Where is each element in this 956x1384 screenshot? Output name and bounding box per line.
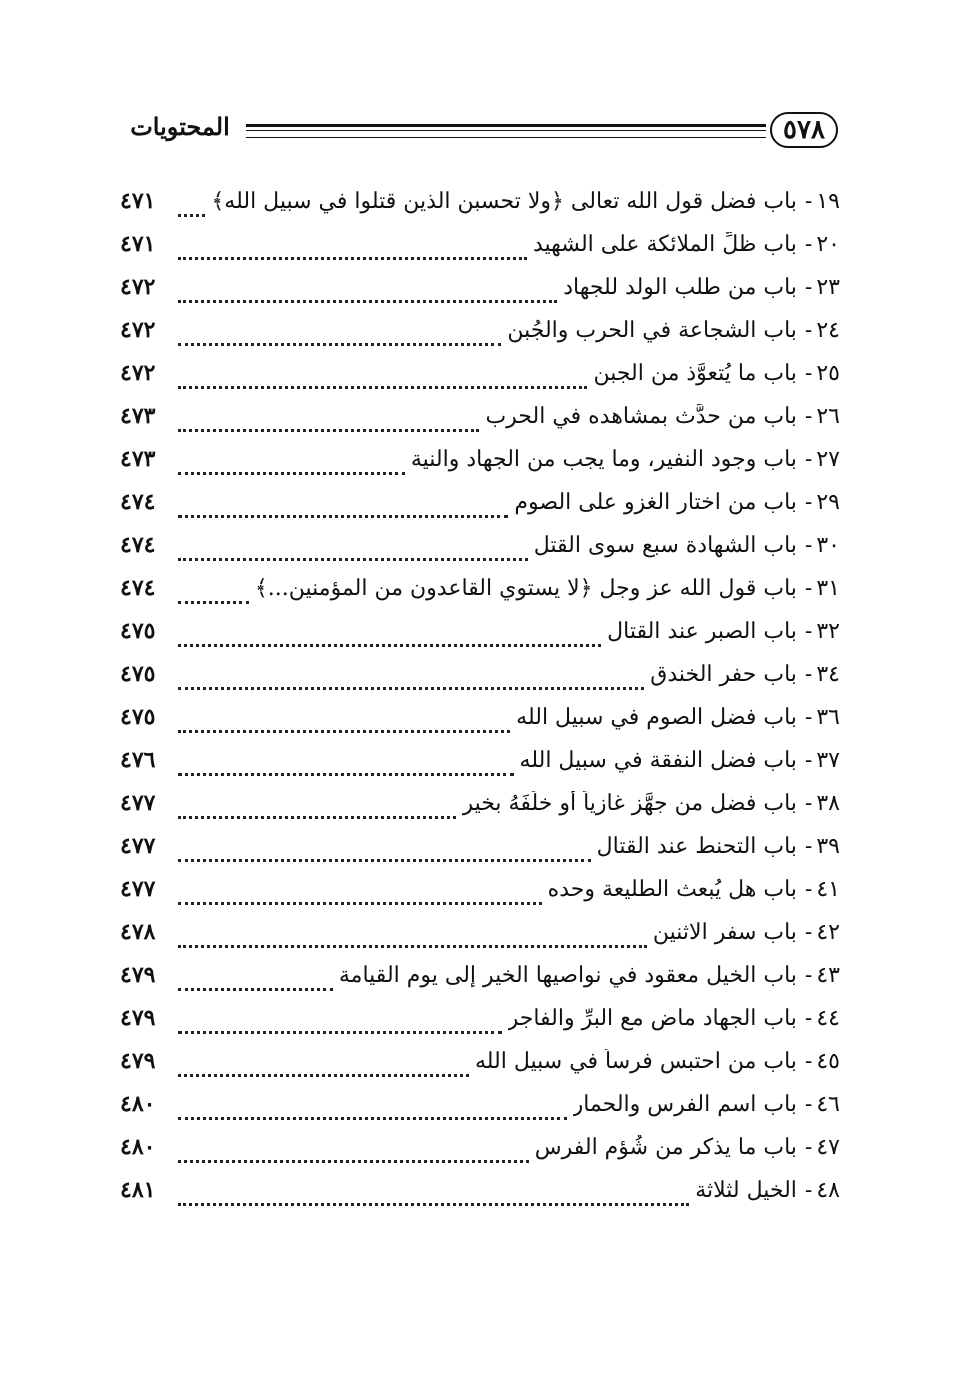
- entry-title: باب الجهاد ماضٍ مع البرِّ والفاجر: [507, 1006, 797, 1031]
- entry-number: ٢٠: [816, 232, 840, 257]
- entry-dash: -: [804, 834, 813, 859]
- dot-leader: [178, 859, 591, 862]
- entry-page: ٤٧٧: [120, 790, 156, 816]
- dot-leader: [178, 1031, 502, 1034]
- dot-leader: [178, 558, 528, 561]
- dot-leader: [178, 472, 405, 475]
- toc-entry[interactable]: [120, 274, 840, 317]
- table-of-contents: [120, 188, 840, 1220]
- entry-page: ٤٧٧: [120, 876, 156, 902]
- entry-dash: -: [804, 275, 813, 300]
- toc-entry[interactable]: [120, 317, 840, 360]
- dot-leader: [178, 257, 527, 260]
- entry-title: باب فضل من جهَّز غازياً أو خلَفَهُ بخير: [462, 791, 797, 816]
- entry-title: الخيل لثلاثة: [695, 1178, 797, 1203]
- toc-entry[interactable]: [120, 1134, 840, 1177]
- dot-leader: [178, 343, 501, 346]
- entry-page: ٤٧٥: [120, 618, 156, 644]
- toc-entry[interactable]: [120, 833, 840, 876]
- dot-leader: [178, 386, 587, 389]
- entry-page: ٤٧٩: [120, 1005, 156, 1031]
- entry-dash: -: [804, 705, 813, 730]
- dot-leader: [178, 1160, 529, 1163]
- entry-number: ٢٧: [816, 447, 840, 472]
- entry-dash: -: [804, 533, 813, 558]
- entry-number: ٣٨: [816, 791, 840, 816]
- entry-dash: -: [804, 1049, 813, 1074]
- toc-entry[interactable]: [120, 661, 840, 704]
- entry-title: باب من حدَّث بمشاهده في الحرب: [485, 404, 797, 429]
- toc-entry[interactable]: [120, 790, 840, 833]
- entry-dash: -: [804, 748, 813, 773]
- dot-leader: [178, 1117, 567, 1120]
- entry-number: ٢٩: [816, 490, 840, 515]
- toc-entry[interactable]: [120, 231, 840, 274]
- entry-title: باب الصبر عند القتال: [607, 619, 797, 644]
- entry-page: ٤٧٤: [120, 489, 156, 515]
- entry-number: ٣٢: [816, 619, 840, 644]
- dot-leader: [178, 300, 557, 303]
- toc-entry[interactable]: [120, 532, 840, 575]
- entry-number: ٣٩: [816, 834, 840, 859]
- entry-dash: -: [804, 963, 813, 988]
- entry-page: ٤٧٢: [120, 360, 156, 386]
- entry-number: ٣٠: [816, 533, 840, 558]
- entry-number: ١٩: [816, 189, 840, 214]
- toc-entry[interactable]: [120, 747, 840, 790]
- entry-title: باب سفر الاثنين: [652, 920, 797, 945]
- dot-leader: [178, 730, 510, 733]
- entry-dash: -: [804, 576, 813, 601]
- entry-dash: -: [804, 619, 813, 644]
- entry-number: ٤٣: [816, 963, 840, 988]
- entry-dash: -: [804, 662, 813, 687]
- entry-title: باب اسم الفرس والحمار: [572, 1092, 797, 1117]
- dot-leader: [178, 816, 456, 819]
- entry-title: باب فضل النفقة في سبيل الله: [519, 748, 797, 773]
- entry-page: ٤٧٣: [120, 403, 156, 429]
- entry-title: باب ظلِّ الملائكة على الشهيد: [532, 232, 797, 257]
- dot-leader: [178, 1203, 689, 1206]
- entry-dash: -: [804, 361, 813, 386]
- entry-dash: -: [804, 490, 813, 515]
- entry-title: باب حفر الخندق: [650, 662, 797, 687]
- entry-number: ٢٣: [816, 275, 840, 300]
- entry-number: ٣٤: [816, 662, 840, 687]
- entry-title: باب الشجاعة في الحرب والجُبن: [507, 318, 797, 343]
- entry-page: ٤٧٣: [120, 446, 156, 472]
- entry-number: ٣٧: [816, 748, 840, 773]
- toc-entry[interactable]: [120, 704, 840, 747]
- entry-title: باب من طلب الولد للجهاد: [563, 275, 797, 300]
- entry-title: باب وجود النفير، وما يجب من الجهاد والنية: [410, 447, 797, 472]
- entry-page: ٤٧١: [120, 188, 156, 214]
- entry-number: ٣١: [816, 576, 840, 601]
- entry-page: ٤٧٨: [120, 919, 156, 945]
- page-header: [118, 108, 838, 156]
- dot-leader: [178, 429, 479, 432]
- entry-title: باب التحنط عند القتال: [596, 834, 797, 859]
- entry-dash: -: [804, 404, 813, 429]
- toc-entry[interactable]: [120, 876, 840, 919]
- toc-entry[interactable]: [120, 1091, 840, 1134]
- toc-entry[interactable]: [120, 446, 840, 489]
- entry-number: ٤٦: [816, 1092, 840, 1117]
- toc-entry[interactable]: [120, 188, 840, 231]
- toc-entry[interactable]: [120, 919, 840, 962]
- entry-title: باب فضل الصوم في سبيل الله: [516, 705, 797, 730]
- entry-number: ٣٦: [816, 705, 840, 730]
- entry-dash: -: [804, 1092, 813, 1117]
- entry-number: ٤٢: [816, 920, 840, 945]
- entry-dash: -: [804, 877, 813, 902]
- entry-title: باب فضل قول الله تعالى ﴿ولا تحسبن الذين قتلوا في سبيل الله﴾: [211, 189, 797, 214]
- entry-number: ٤٨: [816, 1178, 840, 1203]
- entry-dash: -: [804, 791, 813, 816]
- entry-title: باب هل يُبعث الطليعة وحده: [547, 877, 797, 902]
- entry-page: ٤٧٢: [120, 317, 156, 343]
- entry-number: ٤٤: [816, 1006, 840, 1031]
- entry-title: باب قول الله عز وجل ﴿لا يستوي القاعدون من المؤمنين...﴾: [254, 576, 797, 601]
- entry-number: ٢٥: [816, 361, 840, 386]
- entry-number: ٢٤: [816, 318, 840, 343]
- entry-dash: -: [804, 318, 813, 343]
- dot-leader: [178, 601, 249, 604]
- dot-leader: [178, 902, 542, 905]
- entry-title: باب من اختار الغزو على الصوم: [514, 490, 797, 515]
- entry-dash: -: [804, 1135, 813, 1160]
- toc-entry[interactable]: [120, 1005, 840, 1048]
- entry-dash: -: [804, 189, 813, 214]
- dot-leader: [178, 1074, 469, 1077]
- dot-leader: [178, 945, 647, 948]
- entry-page: ٤٧٥: [120, 704, 156, 730]
- toc-entry[interactable]: [120, 403, 840, 446]
- dot-leader: [178, 988, 333, 991]
- entry-dash: -: [804, 920, 813, 945]
- entry-title: باب ما يذكر من شُؤم الفرس: [534, 1135, 797, 1160]
- entry-page: ٤٨٠: [120, 1134, 156, 1160]
- dot-leader: [178, 515, 508, 518]
- toc-entry[interactable]: [120, 489, 840, 532]
- toc-entry[interactable]: [120, 360, 840, 403]
- page-number: ٥٧٨: [770, 112, 838, 148]
- entry-number: ٤١: [816, 877, 840, 902]
- entry-number: ٢٦: [816, 404, 840, 429]
- toc-entry[interactable]: [120, 1177, 840, 1220]
- entry-page: ٤٧٩: [120, 1048, 156, 1074]
- toc-entry[interactable]: [120, 575, 840, 618]
- entry-dash: -: [804, 1178, 813, 1203]
- toc-entry[interactable]: [120, 962, 840, 1005]
- dot-leader: [178, 687, 644, 690]
- entry-title: باب الخيل معقود في نواصيها الخير إلى يوم القيامة: [338, 963, 797, 988]
- entry-page: ٤٧٤: [120, 532, 156, 558]
- entry-page: ٤٧٦: [120, 747, 156, 773]
- dot-leader: [178, 214, 205, 217]
- section-title: المحتويات: [130, 112, 230, 141]
- entry-dash: -: [804, 232, 813, 257]
- entry-page: ٤٧١: [120, 231, 156, 257]
- dot-leader: [178, 773, 514, 776]
- entry-title: باب الشهادة سبع سوى القتل: [533, 533, 797, 558]
- entry-title: باب ما يُتعوَّذ من الجبن: [593, 361, 797, 386]
- entry-page: ٤٨١: [120, 1177, 156, 1203]
- entry-page: ٤٧٥: [120, 661, 156, 687]
- entry-page: ٤٧٢: [120, 274, 156, 300]
- entry-page: ٤٧٧: [120, 833, 156, 859]
- entry-page: ٤٧٤: [120, 575, 156, 601]
- entry-dash: -: [804, 1006, 813, 1031]
- entry-number: ٤٧: [816, 1135, 840, 1160]
- dot-leader: [178, 644, 601, 647]
- entry-title: باب من احتبس فرساً في سبيل الله: [474, 1049, 797, 1074]
- toc-entry[interactable]: [120, 1048, 840, 1091]
- entry-number: ٤٥: [816, 1049, 840, 1074]
- entry-dash: -: [804, 447, 813, 472]
- entry-page: ٤٨٠: [120, 1091, 156, 1117]
- toc-entry[interactable]: [120, 618, 840, 661]
- entry-page: ٤٧٩: [120, 962, 156, 988]
- header-rule: [246, 124, 766, 138]
